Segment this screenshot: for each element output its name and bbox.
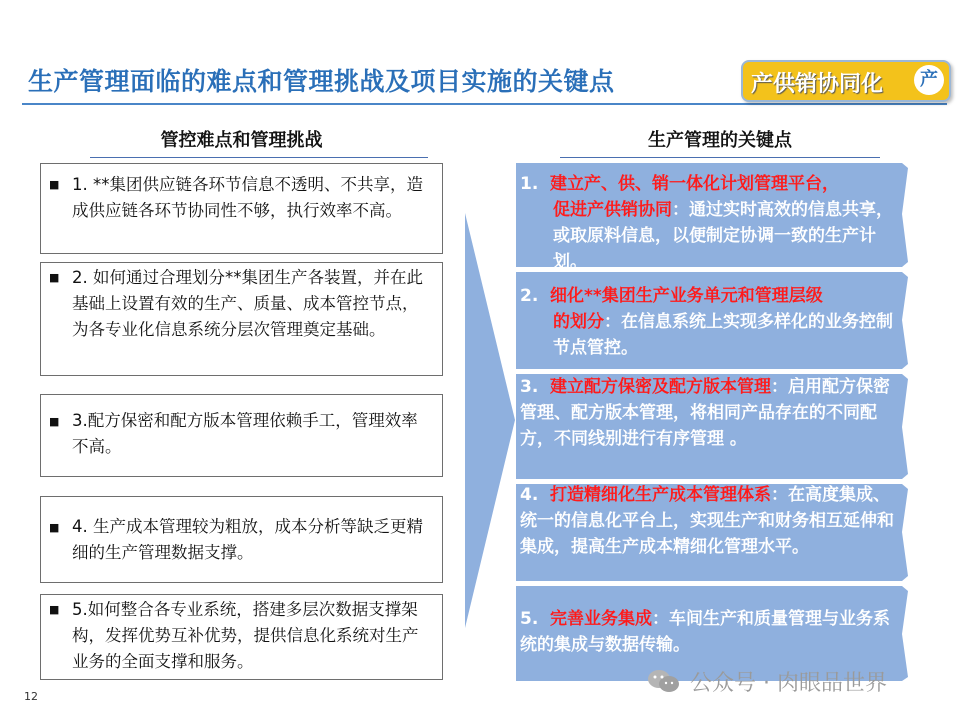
challenge-text-3: 3.配方保密和配方版本管理依赖手工，管理效率不高。	[72, 411, 418, 456]
key-point-highlight: 的划分	[553, 312, 604, 332]
challenge-text-1: 1. **集团供应链各环节信息不透明、不共享，造成供应链各环节协同性不够，执行效率不高。	[72, 175, 423, 220]
key-point-number: 2.	[520, 286, 539, 306]
key-point-2	[520, 283, 905, 361]
page-title: 生产管理面临的难点和管理挑战及项目实施的关键点	[28, 67, 615, 96]
bullet-icon: ■	[49, 603, 60, 616]
bullet-icon: ■	[49, 521, 60, 534]
challenge-text-2: 2. 如何通过合理划分**集团生产各装置，并在此基础上设置有效的生产、质量、成本管控节点，为各专业化信息系统分层次管理奠定基础。	[72, 268, 423, 339]
key-point-number: 4.	[520, 485, 539, 505]
badge-text: 产供销协同化	[751, 72, 884, 97]
key-point-number: 3.	[520, 377, 539, 397]
key-point-3	[520, 374, 905, 452]
key-point-highlight: 促进产供销协同	[553, 200, 672, 220]
challenge-text-4: 4. 生产成本管理较为粗放，成本分析等缺乏更精细的生产管理数据支撑。	[72, 517, 423, 562]
key-point-number: 1.	[520, 174, 539, 194]
badge-circle-icon: 产	[914, 65, 944, 95]
page-number: 12	[24, 690, 38, 703]
key-point-detail: ：车间生产和质量管理与业务系统的集成与数据传输。	[520, 609, 890, 655]
key-point-detail: ：启用配方保密管理、配方版本管理，将相同产品存在的不同配方，不同线别进行有序管理 。	[520, 377, 890, 449]
connector-arrow	[465, 213, 515, 628]
key-point-highlight: 细化**集团生产业务单元和管理层级	[550, 286, 823, 306]
key-point-1	[520, 171, 905, 275]
right-column-heading: 生产管理的关键点	[648, 130, 792, 151]
key-point-detail: ：通过实时高效的信息共享，或取原料信息，以便制定协调一致的生产计划。	[553, 200, 893, 272]
bullet-icon: ■	[49, 415, 60, 428]
key-point-highlight: 建立配方保密及配方版本管理	[550, 377, 771, 397]
challenge-text-5: 5.如何整合各专业系统，搭建多层次数据支撑架构，发挥优势互补优势，提供信息化系统对生产业务的全面支撑和服务。	[72, 600, 419, 671]
key-point-highlight: 打造精细化生产成本管理体系	[550, 485, 771, 505]
watermark-text: 公众号 · 肉眼品世界	[690, 671, 887, 696]
key-point-5	[520, 606, 905, 658]
bullet-icon: ■	[49, 178, 60, 191]
key-point-highlight: 完善业务集成	[550, 609, 652, 629]
key-point-4	[520, 482, 905, 560]
key-point-detail: ：在信息系统上实现多样化的业务控制节点管控。	[553, 312, 893, 358]
key-point-number: 5.	[520, 609, 539, 629]
wechat-icon	[646, 668, 682, 694]
key-point-highlight: 建立产、供、销一体化计划管理平台，	[550, 174, 839, 194]
left-column-heading: 管控难点和管理挑战	[160, 130, 323, 151]
key-point-detail: ：在高度集成、统一的信息化平台上，实现生产和财务相互延伸和集成，提高生产成本精细化管理水平。	[520, 485, 894, 557]
bullet-icon: ■	[49, 271, 60, 284]
